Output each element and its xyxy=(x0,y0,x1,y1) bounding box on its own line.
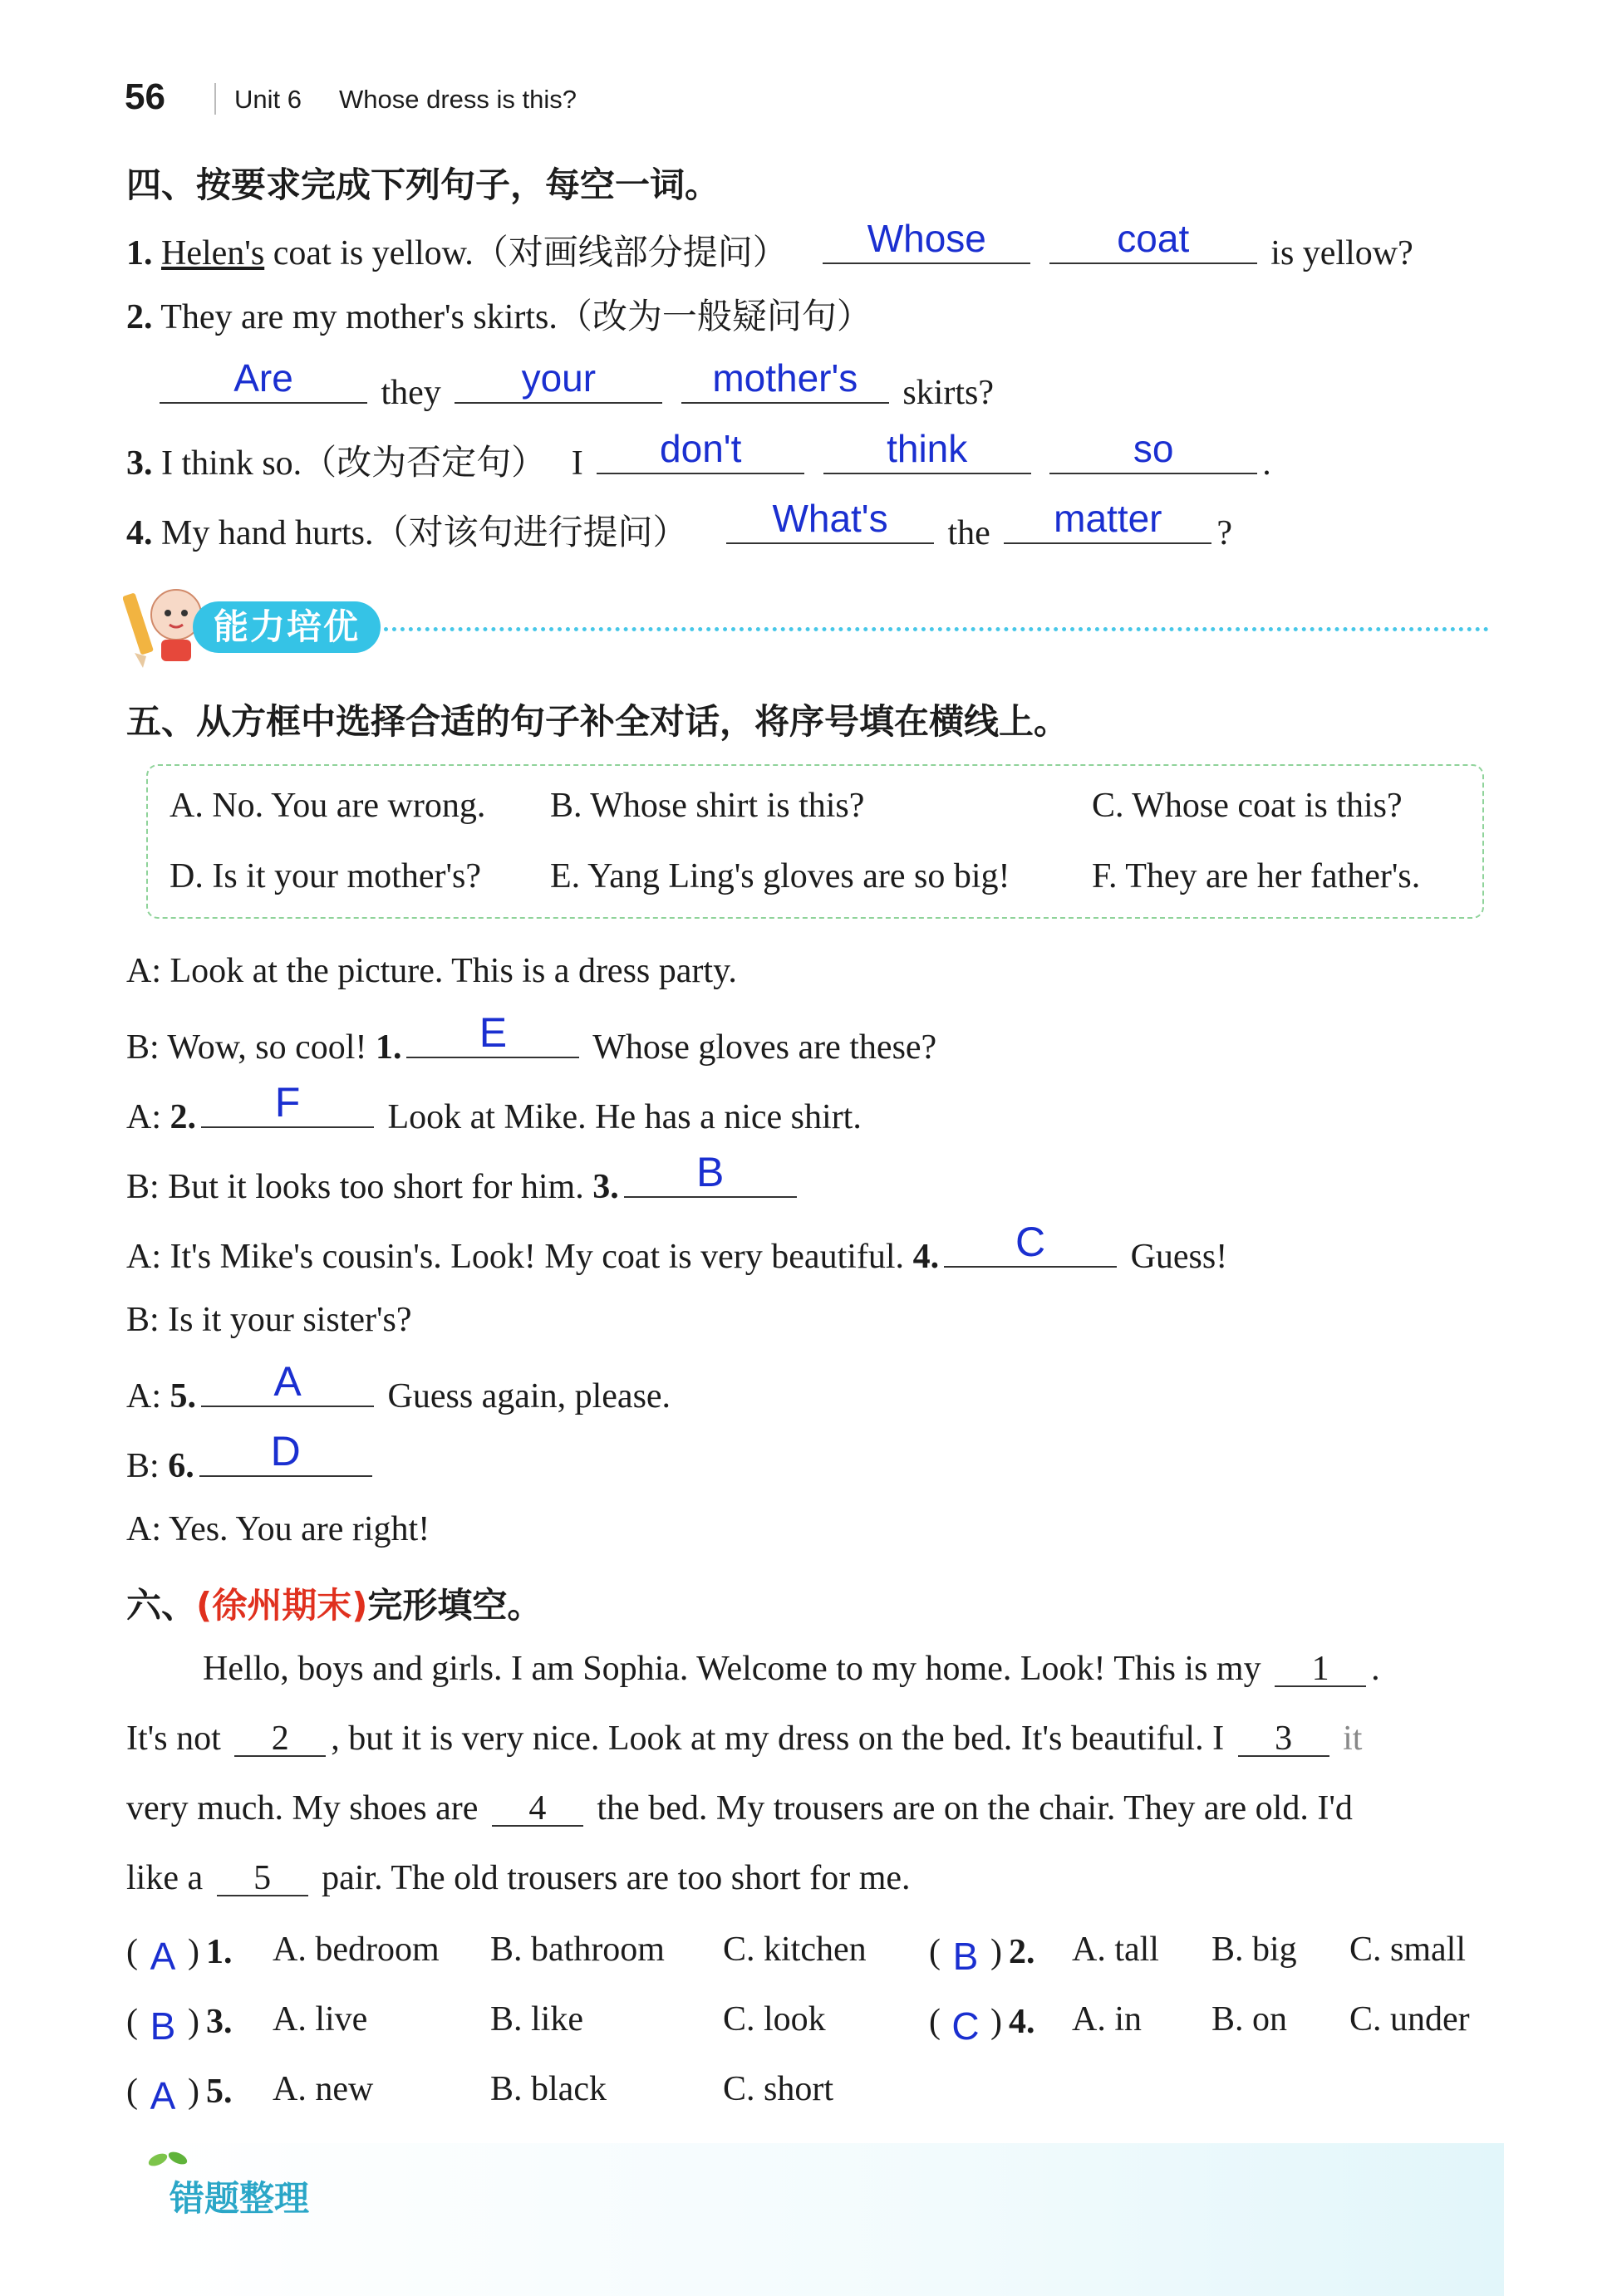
mc3-opt-a: A. live xyxy=(273,2000,368,2038)
q2-answer-1: Are xyxy=(233,356,293,400)
cloze-num-2: 2 xyxy=(271,1720,289,1758)
section6-heading xyxy=(126,1578,542,1628)
q1-num: 1. xyxy=(126,234,153,272)
dialogue-blank-5[interactable] xyxy=(201,1358,374,1407)
q3-tail: . xyxy=(1262,444,1271,483)
option-a: A. No. You are wrong. xyxy=(170,787,486,825)
mc3-answer[interactable]: B xyxy=(150,2004,176,2048)
q3-blank-2[interactable] xyxy=(823,427,1031,474)
dialogue-answer-2: F xyxy=(274,1079,301,1126)
passage-p3a: very much. My shoes are xyxy=(126,1789,479,1827)
section5-heading: 五、从方框中选择合适的句子补全对话，将序号填在横线上。 xyxy=(126,701,1069,742)
q3-blank-1[interactable] xyxy=(597,427,804,474)
l7-num: 5. xyxy=(170,1377,196,1415)
l8-pre: B: xyxy=(126,1447,160,1485)
mc5-answer[interactable]: A xyxy=(150,2074,176,2117)
q3-instruction: （改为否定句） xyxy=(302,442,547,483)
q2-answer-3: mother's xyxy=(712,356,858,400)
page-number: 56 xyxy=(125,76,165,117)
option-c: C. Whose coat is this? xyxy=(1092,787,1403,825)
q2-answer-2: your xyxy=(521,356,597,400)
passage-p1-end: . xyxy=(1371,1650,1380,1688)
q2-instruction: （改为一般疑问句） xyxy=(557,296,872,336)
mc4-answer[interactable]: C xyxy=(951,2004,980,2048)
mc-question-4 xyxy=(929,1999,1035,2048)
mc5-opt-c: C. short xyxy=(723,2070,834,2108)
l3-post: Look at Mike. He has a nice shirt. xyxy=(387,1098,862,1136)
mc2-answer[interactable]: B xyxy=(952,1935,979,1978)
q2-tail: skirts? xyxy=(902,374,994,412)
s4-q1 xyxy=(126,217,1413,274)
dialogue-line-9: A: Yes. You are right! xyxy=(126,1510,430,1548)
mc-question-1 xyxy=(126,1929,233,1978)
s6-heading-tag: (徐州期末) xyxy=(196,1585,368,1626)
q3-answer-1: don't xyxy=(660,427,742,470)
mc1-opt-c: C. kitchen xyxy=(723,1931,867,1969)
mc4-opt-c: C. under xyxy=(1349,2000,1470,2038)
dialogue-line-3 xyxy=(126,1079,862,1138)
unit-label: Unit 6 xyxy=(234,85,302,114)
cloze-blank-5 xyxy=(217,1859,308,1897)
q1-underlined: Helen's xyxy=(161,234,265,272)
sprout-icon xyxy=(143,2146,193,2171)
l3-pre: A: xyxy=(126,1098,161,1136)
dialogue-line-2 xyxy=(126,1009,937,1068)
mc2-opt-a: A. tall xyxy=(1072,1931,1159,1969)
q4-answer-1: What's xyxy=(772,497,888,540)
mc5-opt-b: B. black xyxy=(490,2070,607,2108)
footer-panel xyxy=(133,2143,1504,2296)
l4-pre: B: But it looks too short for him. xyxy=(126,1168,584,1206)
cloze-num-5: 5 xyxy=(253,1859,272,1897)
q3-text: I think so. xyxy=(161,444,302,483)
s4-q2-answer-line xyxy=(160,356,994,414)
section4-heading: 四、按要求完成下列句子，每空一词。 xyxy=(126,164,720,205)
passage-line-2 xyxy=(126,1718,1362,1759)
mc2-opt-c: C. small xyxy=(1349,1931,1467,1969)
option-e: E. Yang Ling's gloves are so big! xyxy=(550,857,1010,895)
banner-label: 能力培优 xyxy=(213,606,360,647)
banner-dotted-line xyxy=(384,627,1489,631)
dialogue-answer-4: C xyxy=(1015,1219,1046,1265)
mc2-paren: ( B ) xyxy=(929,1933,1002,1978)
q4-num: 4. xyxy=(126,514,153,552)
option-b: B. Whose shirt is this? xyxy=(550,787,865,825)
l2-pre: B: Wow, so cool! xyxy=(126,1028,367,1067)
q3-answer-2: think xyxy=(887,427,968,470)
l7-pre: A: xyxy=(126,1377,161,1415)
passage-line-1 xyxy=(203,1648,1380,1690)
mc5-paren: ( A ) xyxy=(126,2073,199,2117)
dialogue-blank-4[interactable] xyxy=(944,1219,1117,1268)
mc3-paren: ( B ) xyxy=(126,2003,199,2048)
q4-answer-2: matter xyxy=(1054,497,1162,540)
q1-tail: is yellow? xyxy=(1270,234,1413,272)
dialogue-blank-2[interactable] xyxy=(201,1079,374,1128)
option-f: F. They are her father's. xyxy=(1092,857,1421,895)
cloze-blank-2 xyxy=(234,1722,326,1757)
footer-label: 错题整理 xyxy=(170,2178,310,2219)
mc-question-5 xyxy=(126,2068,233,2117)
option-d: D. Is it your mother's? xyxy=(170,857,482,895)
q2-blank-2[interactable] xyxy=(455,356,662,404)
l8-num: 6. xyxy=(168,1447,194,1485)
s4-q4 xyxy=(126,497,1232,554)
passage-p2c: it xyxy=(1343,1720,1363,1758)
header-divider xyxy=(214,83,216,115)
mc-question-3 xyxy=(126,1999,233,2048)
mc2-opt-b: B. big xyxy=(1211,1931,1297,1969)
q4-blank-2[interactable] xyxy=(1004,497,1211,544)
dialogue-blank-1[interactable] xyxy=(406,1009,579,1058)
mc1-opt-b: B. bathroom xyxy=(490,1931,665,1969)
q1-blank-2[interactable] xyxy=(1049,217,1257,264)
q2-text: They are my mother's skirts. xyxy=(160,298,558,336)
dialogue-answer-6: D xyxy=(270,1428,301,1474)
s4-q2 xyxy=(126,296,872,338)
q3-blank-3[interactable] xyxy=(1049,427,1257,474)
q2-they: they xyxy=(381,374,441,412)
mc2-num: 2. xyxy=(1009,1933,1035,1971)
dialogue-line-6: B: Is it your sister's? xyxy=(126,1301,412,1339)
mc3-opt-b: B. like xyxy=(490,2000,583,2038)
mc4-opt-b: B. on xyxy=(1211,2000,1288,2038)
l2-num: 1. xyxy=(375,1028,402,1067)
l7-post: Guess again, please. xyxy=(387,1377,671,1415)
dialogue-answer-5: A xyxy=(273,1358,302,1405)
cloze-num-3: 3 xyxy=(1275,1720,1293,1758)
dialogue-line-1: A: Look at the picture. This is a dress party. xyxy=(126,952,737,990)
q1-answer-2: coat xyxy=(1117,217,1190,260)
mc5-num: 5. xyxy=(206,2073,233,2111)
q3-num: 3. xyxy=(126,444,153,483)
dialogue-answer-1: E xyxy=(479,1009,508,1056)
q4-tail: ? xyxy=(1216,514,1232,552)
cloze-num-4: 4 xyxy=(528,1789,547,1827)
passage-line-3 xyxy=(126,1788,1353,1829)
s6-heading-post: 完形填空。 xyxy=(367,1585,543,1626)
mc4-opt-a: A. in xyxy=(1072,2000,1142,2038)
l5-num: 4. xyxy=(912,1238,940,1276)
q1-answer-1: Whose xyxy=(867,217,986,260)
s6-heading-pre: 六、 xyxy=(126,1585,197,1626)
l4-num: 3. xyxy=(592,1168,619,1206)
dialogue-line-8 xyxy=(126,1428,377,1487)
cloze-blank-4 xyxy=(492,1789,583,1827)
q2-blank-3[interactable] xyxy=(681,356,889,404)
q4-text: My hand hurts. xyxy=(161,514,374,552)
cloze-blank-3 xyxy=(1238,1722,1329,1757)
dialogue-blank-3[interactable] xyxy=(624,1149,797,1198)
passage-p4b: pair. The old trousers are too short for me. xyxy=(322,1859,911,1897)
passage-p2a: It's not xyxy=(126,1720,221,1758)
mc4-paren: ( C ) xyxy=(929,2003,1002,2048)
mc1-num: 1. xyxy=(206,1933,233,1971)
passage-p4a: like a xyxy=(126,1859,204,1897)
dialogue-line-4 xyxy=(126,1149,802,1208)
q3-answer-3: so xyxy=(1133,427,1174,470)
dialogue-answer-3: B xyxy=(696,1149,725,1195)
mc1-paren: ( A ) xyxy=(126,1933,199,1978)
q3-lead: I xyxy=(571,444,583,483)
mc4-num: 4. xyxy=(1009,2003,1035,2041)
cloze-blank-1 xyxy=(1275,1652,1366,1687)
q2-blank-1[interactable] xyxy=(160,356,367,404)
q1-rest: coat is yellow. xyxy=(264,234,474,272)
q4-instruction: （对该句进行提问） xyxy=(373,512,688,552)
q1-instruction: （对画线部分提问） xyxy=(473,232,788,272)
dialogue-blank-6[interactable] xyxy=(199,1428,372,1477)
mc1-answer[interactable]: A xyxy=(150,1935,176,1978)
mc1-opt-a: A. bedroom xyxy=(273,1931,440,1969)
mc3-opt-c: C. look xyxy=(723,2000,826,2038)
cloze-num-1: 1 xyxy=(1311,1650,1329,1688)
q4-the: the xyxy=(947,514,990,552)
passage-p1: Hello, boys and girls. I am Sophia. Welcome to my home. Look! This is my xyxy=(203,1650,1261,1688)
q4-blank-1[interactable] xyxy=(726,497,934,544)
q1-blank-1[interactable] xyxy=(823,217,1030,264)
dialogue-line-7 xyxy=(126,1358,671,1417)
mc5-opt-a: A. new xyxy=(273,2070,374,2108)
passage-p3b: the bed. My trousers are on the chair. They are old. I'd xyxy=(597,1789,1353,1827)
dialogue-line-5 xyxy=(126,1219,1228,1278)
passage-line-4 xyxy=(126,1857,911,1899)
unit-title: Whose dress is this? xyxy=(339,85,577,114)
mc3-num: 3. xyxy=(206,2003,233,2041)
l5-post: Guess! xyxy=(1130,1238,1228,1276)
s4-q3 xyxy=(126,427,1271,484)
q2-num: 2. xyxy=(126,298,153,336)
l3-num: 2. xyxy=(170,1098,196,1136)
mc-question-2 xyxy=(929,1929,1035,1978)
passage-p2b: , but it is very nice. Look at my dress on the bed. It's beautiful. I xyxy=(331,1720,1225,1758)
l2-post: Whose gloves are these? xyxy=(592,1028,937,1067)
l5-pre: A: It's Mike's cousin's. Look! My coat is very beautiful. xyxy=(126,1238,905,1276)
